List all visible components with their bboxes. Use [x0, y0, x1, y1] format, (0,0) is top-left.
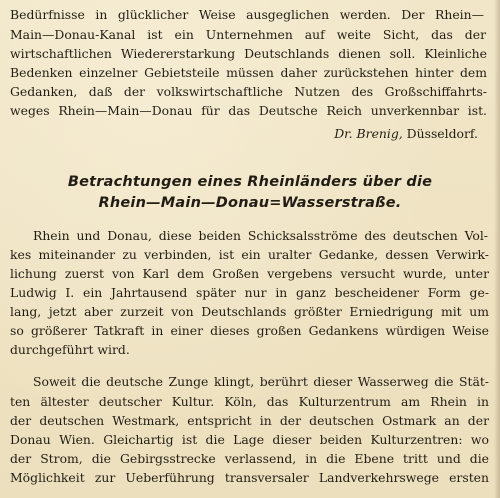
text-line: so größerer Tatkraft in einer dieses großen Gedankens würdigen Weise [10, 323, 489, 338]
text-line: Ludwig I. ein Jahrtausend später nur in ganz bescheidener Form ge- [10, 285, 489, 300]
text-line: kes miteinander zu verbinden, ist ein uralter Gedanke, dessen Verwirk- [10, 247, 489, 262]
text-line: Bedenken einzelner Gebietsteile müssen daher zurückstehen hinter dem [10, 65, 487, 80]
author-place: Düsseldorf. [402, 126, 478, 141]
text-line: wirtschaftlichen Wiedererstarkung Deutschlands dienen soll. Kleinliche [10, 46, 487, 61]
article-title-line-2: Rhein—Main—Donau=Wasserstraße. [98, 195, 402, 211]
text-line: Soweit die deutsche Zunge klingt, berührt dieser Wasserweg die Stät- [33, 374, 489, 389]
text-line: weges Rhein—Main—Donau für das Deutsche Reich unverkennbar ist. [10, 103, 487, 118]
author-signature [334, 126, 478, 141]
text-line: Rhein und Donau, diese beiden Schicksalsströme des deutschen Vol- [33, 228, 488, 243]
text-line: Main—Donau-Kanal ist ein Unternehmen auf weite Sicht, das der [10, 27, 486, 42]
article-title-line-1: Betrachtungen eines Rheinländers über die [67, 174, 433, 190]
page-edge-shadow [494, 0, 500, 498]
text-line: lichung zuerst von Karl dem Großen vergebens versucht wurde, unter [10, 266, 489, 281]
text-line: lang, jetzt aber zurzeit von Deutschlands größter Erniedrigung mit um [10, 304, 489, 319]
text-line: der deutschen Westmark, entspricht in der deutschen Ostmark an der [10, 413, 489, 428]
text-line: durchgeführt wird. [10, 342, 130, 357]
text-line: Bedürfnisse in glücklicher Weise ausgeglichen werden. Der Rhein— [10, 7, 484, 22]
text-line: Möglichkeit zur Ueberführung transversaler Landverkehrswege ersten [10, 470, 489, 485]
text-line: der Strom, die Gebirgsstrecke verlassend, in die Ebene tritt und die [10, 451, 489, 466]
text-line: Donau Wien. Gleichartig ist die Lage dieser beiden Kulturzentren: wo [10, 432, 489, 447]
text-line: ten ältester deutscher Kultur. Köln, das Kulturzentrum am Rhein in [10, 394, 489, 409]
author-name: Dr. Brenig, [334, 126, 403, 141]
text-line: Gedanken, daß der volkswirtschaftliche Nutzen des Großschiffahrts- [10, 84, 487, 99]
